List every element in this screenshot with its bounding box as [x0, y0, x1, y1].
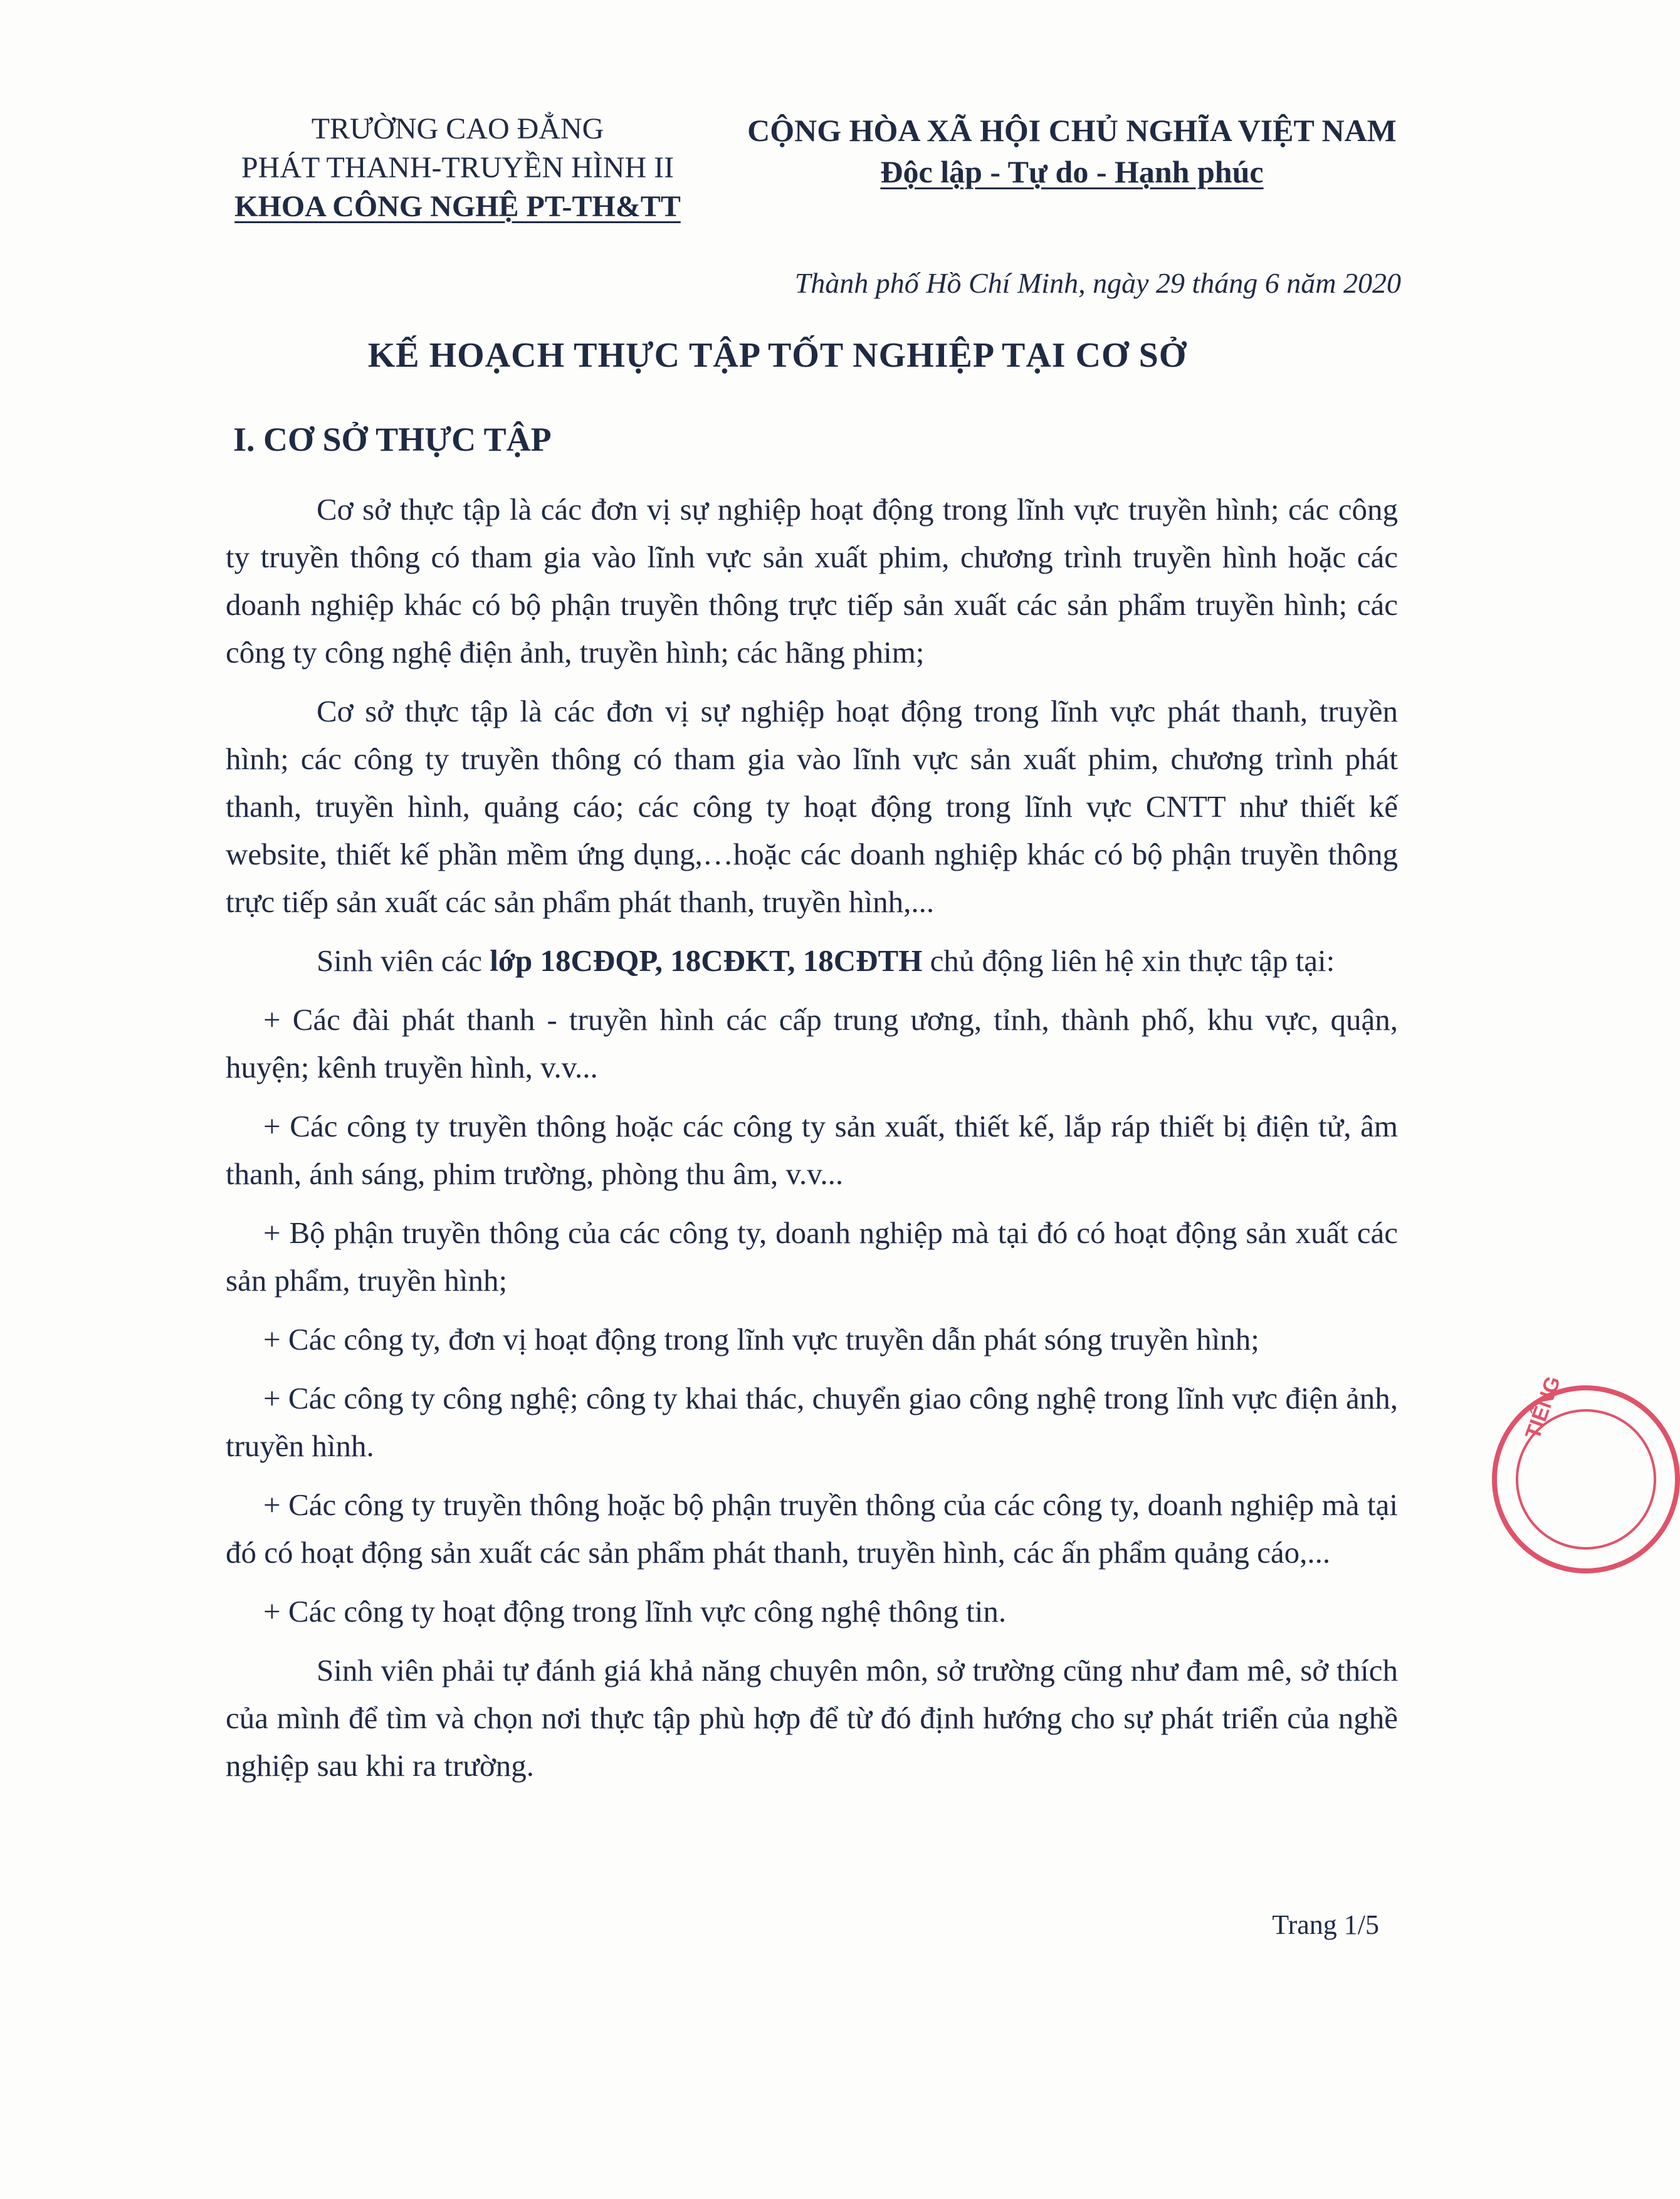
- stamp-text: TIẾNG: [1521, 1373, 1566, 1442]
- department-name: KHOA CÔNG NGHỆ PT-TH&TT: [234, 190, 681, 223]
- paragraph-3: [226, 937, 1398, 985]
- document-date: Thành phố Hồ Chí Minh, ngày 29 tháng 6 năm 2020: [794, 267, 1401, 299]
- document-title: KẾ HOẠCH THỰC TẬP TỐT NGHIỆP TẠI CƠ SỞ: [367, 336, 1187, 375]
- bullet-item: + Các đài phát thanh - truyền hình các cấp trung ương, tỉnh, thành phố, khu vực, quận, huyện; kênh truyền hình, v.v...: [226, 1002, 1398, 1084]
- paragraph-3-start: Sinh viên các: [317, 943, 490, 978]
- section-heading: I. CƠ SỞ THỰC TẬP: [233, 421, 552, 458]
- bullet-item: + Các công ty truyền thông hoặc bộ phận truyền thông của các công ty, doanh nghiệp mà tại đó có hoạt động sản xuất các sản phẩm phát thanh, truyền hình, các ấn phẩm quảng cáo,...: [226, 1488, 1398, 1570]
- national-header: [715, 110, 1429, 192]
- bullet-item: + Các công ty truyền thông hoặc các công ty sản xuất, thiết kế, lắp ráp thiết bị điện tử, âm thanh, ánh sáng, phim trường, phòng thu âm, v.v...: [226, 1109, 1398, 1191]
- national-motto: Độc lập - Tự do - Hạnh phúc: [880, 154, 1264, 189]
- paragraph-1: Cơ sở thực tập là các đơn vị sự nghiệp hoạt động trong lĩnh vực truyền hình; các công ty truyền thông có tham gia vào lĩnh vực sản xuất phim, chương trình truyền hình hoặc các doanh nghiệp khác có bộ phận truyền thông trực tiếp sản xuất các sản phẩm truyền hình; các công ty công nghệ điện ảnh, truyền hình; các hãng phim;: [226, 492, 1398, 669]
- official-stamp-icon: [1492, 1373, 1680, 1573]
- institution-header: [188, 110, 727, 226]
- paragraph-2: Cơ sở thực tập là các đơn vị sự nghiệp hoạt động trong lĩnh vực phát thanh, truyền hình; các công ty truyền thông có tham gia vào lĩnh vực sản xuất phim, chương trình phát thanh, truyền hình, quảng cáo; các công ty hoạt động trong lĩnh vực CNTT như thiết kế website, thiết kế phần mềm ứng dụng,…hoặc các doanh nghiệp khác có bộ phận truyền thông trực tiếp sản xuất các sản phẩm phát thanh, truyền hình,...: [226, 694, 1398, 919]
- class-list: lớp 18CĐQP, 18CĐKT, 18CĐTH: [490, 943, 923, 978]
- bullet-item: + Các công ty, đơn vị hoạt động trong lĩnh vực truyền dẫn phát sóng truyền hình;: [263, 1322, 1259, 1357]
- institution-line-1: TRƯỜNG CAO ĐẲNG: [311, 112, 604, 145]
- institution-line-2: PHÁT THANH-TRUYỀN HÌNH II: [241, 151, 675, 184]
- paragraph-4: Sinh viên phải tự đánh giá khả năng chuyên môn, sở trường cũng như đam mê, sở thích của mình để tìm và chọn nơi thực tập phù hợp để từ đó định hướng cho sự phát triển của nghề nghiệp sau khi ra trường.: [226, 1653, 1398, 1783]
- bullet-item: + Các công ty công nghệ; công ty khai thác, chuyển giao công nghệ trong lĩnh vực điện ảnh, truyền hình.: [226, 1381, 1398, 1463]
- country-name: CỘNG HÒA XÃ HỘI CHỦ NGHĨA VIỆT NAM: [747, 113, 1397, 148]
- bullet-item: + Các công ty hoạt động trong lĩnh vực công nghệ thông tin.: [263, 1594, 1007, 1629]
- bullet-item: + Bộ phận truyền thông của các công ty, doanh nghiệp mà tại đó có hoạt động sản xuất các sản phẩm, truyền hình;: [226, 1215, 1398, 1298]
- paragraph-3-end: chủ động liên hệ xin thực tập tại:: [922, 943, 1335, 978]
- page-number: Trang 1/5: [1272, 1909, 1379, 1940]
- document-body: [226, 486, 1398, 1801]
